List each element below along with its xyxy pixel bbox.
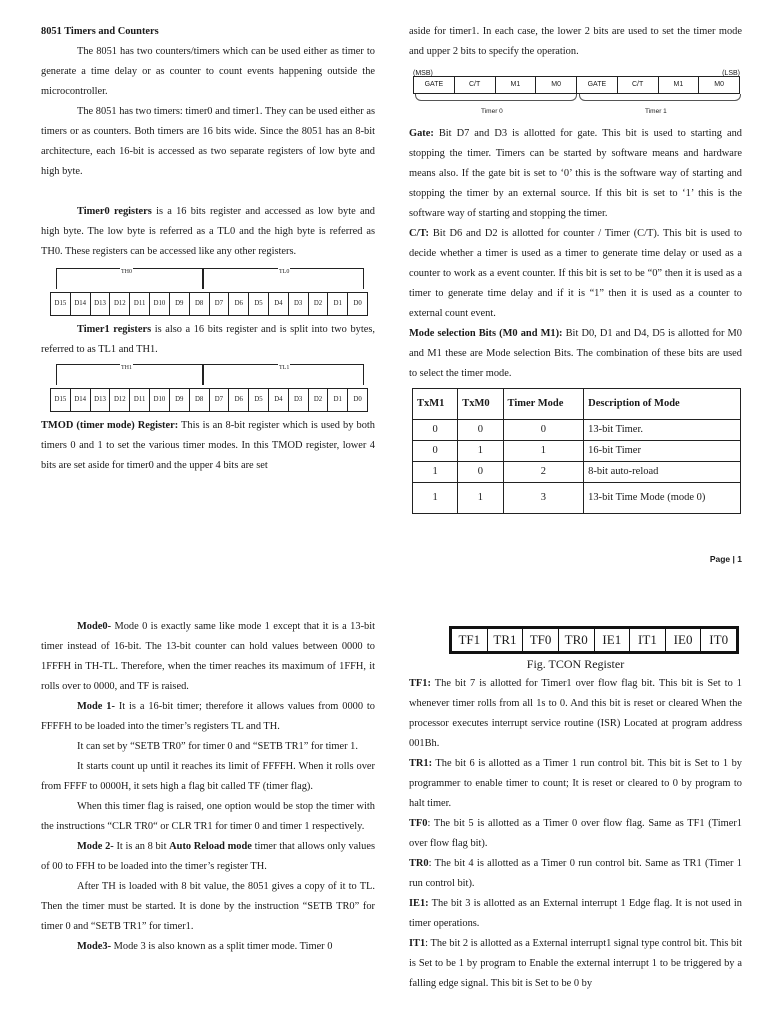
- mode2-paragraph: [41, 837, 375, 877]
- figure-caption: Fig. TCON Register: [526, 657, 625, 671]
- mode0-text: Mode 0 is exactly same like mode 1 except that it is a 13-bit timer instead of 16-bit. The 13-bit counter can hold values between 0000 to 1FFFH in TH-TL. Therefore, when the timer reaches its maximum of 1FFH, it rolls over to 0000, and TF is raised.: [41, 621, 375, 692]
- timer0-text: is a 16 bits register and accessed as low byte and high byte. The low byte is referred as a TL0 and the high byte is referred as TH0. These registers can be accessed like any other registers.: [41, 206, 375, 257]
- bit-cell: D5: [249, 389, 269, 411]
- mode1-paragraph: [41, 697, 375, 737]
- mode0-term: Mode0-: [77, 621, 112, 632]
- timer0-brace: [415, 94, 577, 101]
- timer0-register-diagram: [50, 268, 368, 316]
- tf0-term: TF0: [409, 818, 428, 829]
- tmod-paragraph: [41, 416, 375, 476]
- tmod-bit-cells: [413, 76, 740, 94]
- bit-cell: D10: [150, 389, 170, 411]
- bit-cell: D10: [150, 293, 170, 315]
- ie1-term: IE1:: [409, 898, 429, 909]
- low-byte-label: TL0: [278, 262, 290, 282]
- tmod-text: This is an 8-bit register which is used by both timers 0 and 1 to set the various timer modes. In this TMOD register, lower 4 bits are set aside for timer0 and the upper 4 bits are set: [41, 420, 376, 471]
- column-header: TxM1: [413, 389, 458, 420]
- timer1-paragraph: [41, 320, 375, 360]
- table-row: [413, 420, 741, 441]
- tr1-paragraph: [409, 754, 742, 814]
- bit-cell: D1: [328, 293, 348, 315]
- page1-left-column: [41, 22, 375, 476]
- ie1-text: The bit 3 is allotted as an External interrupt 1 Edge flag. It is not used in timer operations.: [409, 898, 742, 929]
- timer1-term: Timer1 registers: [77, 324, 152, 335]
- bit-cell: D9: [170, 293, 190, 315]
- tr0-term: TR0: [409, 858, 429, 869]
- bit-cell: D6: [229, 389, 249, 411]
- low-byte-label: TL1: [278, 358, 290, 378]
- bit-cell: D9: [170, 389, 190, 411]
- bit-cell: D13: [91, 293, 111, 315]
- intro-paragraph: The 8051 has two counters/timers which can be used either as timer to generate a time delay or as counter to count events happening outside the microcontroller.: [41, 46, 375, 97]
- bit-cell: D7: [210, 293, 230, 315]
- bit-cell: D12: [110, 389, 130, 411]
- table-cell: 13-bit Time Mode (mode 0): [584, 483, 741, 514]
- mode1-term: Mode 1-: [77, 701, 115, 712]
- timer1-brace: [579, 94, 741, 101]
- table-cell: 1: [503, 441, 584, 462]
- bit-cell: D4: [269, 389, 289, 411]
- tmod-continued: aside for timer1. In each case, the lower 2 bits are used to set the timer mode and upper 2 bits to specify the operation.: [409, 26, 742, 57]
- table-cell: 1: [458, 441, 503, 462]
- tcon-bit: IE1: [595, 629, 631, 651]
- table-cell: 2: [503, 462, 584, 483]
- column-header: TxM0: [458, 389, 503, 420]
- after-paragraph: After TH is loaded with 8 bit value, the 8051 gives a copy of it to TL. Then the timer must be started. It is done by the instruction “SETB TR0” for timer 0 and “SETB TR1” for timer1.: [41, 881, 375, 932]
- bit-cell: D2: [309, 293, 329, 315]
- tmod-bit: C/T: [455, 77, 496, 93]
- section-heading: 8051 Timers and Counters: [41, 26, 159, 37]
- timer0-term: Timer0 registers: [77, 206, 152, 217]
- mode2-mid: It is an 8 bit: [113, 841, 170, 852]
- tmod-term: TMOD (timer mode) Register:: [41, 420, 179, 431]
- table-header-row: [413, 389, 741, 420]
- bit-cell: D1: [328, 389, 348, 411]
- tmod-bit: M1: [659, 77, 700, 93]
- timer1-label: Timer 1: [645, 108, 667, 115]
- mode2-bold: Auto Reload mode: [169, 841, 252, 852]
- ct-text: Bit D6 and D2 is allotted for counter / Timer (C/T). This bit is used to decide whether a timer is used as a timer to generate time delay or used as a counter to work as a event counter. If this bit is set to be “0” then it is used as a timer to generate time delay and if it is “1” then it is used as a counter to external count event.: [409, 228, 742, 319]
- tf1-text: The bit 7 is allotted for Timer1 over flow flag bit. This bit is Set to 1 whenever timer rolls from all 1s to 0. And this bit is reset or cleared When the processor executes interrupt service routine (ISR) Located at program address 001Bh.: [409, 678, 742, 749]
- tf1-paragraph: [409, 674, 742, 754]
- tmod-bit: C/T: [618, 77, 659, 93]
- mode3-term: Mode3-: [77, 941, 112, 952]
- bit-cell: D15: [51, 293, 71, 315]
- bit-cell: D3: [289, 293, 309, 315]
- bit-cell: D12: [110, 293, 130, 315]
- tf1-term: TF1:: [409, 678, 431, 689]
- tmod-bit: M0: [536, 77, 577, 93]
- ct-term: C/T:: [409, 228, 430, 239]
- mode1-text: It is a 16-bit timer; therefore it allows values from 0000 to FFFFH to be loaded into the timer’s registers TL and TH.: [41, 701, 375, 732]
- high-byte-label: TH0: [120, 262, 133, 282]
- high-byte-label: TH1: [120, 358, 133, 378]
- table-cell: 1: [458, 483, 503, 514]
- ct-paragraph: [409, 224, 742, 324]
- table-cell: 13-bit Timer.: [584, 420, 741, 441]
- table-cell: 8-bit auto-reload: [584, 462, 741, 483]
- page2-left-column: [41, 617, 375, 957]
- bit-cell: D0: [353, 300, 362, 307]
- bit-cell: D7: [210, 389, 230, 411]
- table-row: [413, 462, 741, 483]
- flag-paragraph: When this timer flag is raised, one option would be stop the timer with the instructions “CLR TR0“ or CLR TR1 for timer 0 and timer 1 respectively.: [41, 801, 375, 832]
- page1-right-column: [409, 22, 742, 514]
- tmod-bit: GATE: [414, 77, 455, 93]
- mode-paragraph: [409, 324, 742, 384]
- tr0-paragraph: [409, 854, 742, 894]
- table-cell: 0: [413, 441, 458, 462]
- bit-cells: [50, 292, 368, 316]
- gate-text: Bit D7 and D3 is allotted for gate. This bit is used to starting and stopping the timer. Timers can be started by software means and hardware means also. If the gate bit is set to ‘0’ this is the software way of starting and stopping the timer by an external source. If this bit is set to ‘1’ this is the software way of starting and stopping the timer.: [409, 128, 742, 219]
- bit-cell: D14: [71, 293, 91, 315]
- tcon-bit: IE0: [666, 629, 702, 651]
- it1-paragraph: [409, 934, 742, 994]
- bit-cell: D11: [130, 389, 150, 411]
- it1-text: : The bit 2 is allotted as a External interrupt1 signal type control bit. This bit is Set to be 1 by program to Enable the external interrupt 1 to be triggered by a falling edge signal. This bit is Set to be 0 by: [409, 938, 742, 989]
- table-cell: 0: [413, 420, 458, 441]
- bit-cell: D2: [309, 389, 329, 411]
- table-cell: 0: [503, 420, 584, 441]
- tcon-bit: TR1: [488, 629, 524, 651]
- bit-cell: D14: [71, 389, 91, 411]
- tcon-bit: IT1: [630, 629, 666, 651]
- bit-cell: D8: [190, 389, 210, 411]
- mode2-text: timer that allows only values of 00 to FFH to be loaded into the timer’s register TH.: [41, 841, 375, 872]
- table-cell: 0: [458, 420, 503, 441]
- mode3-text: Mode 3 is also known as a split timer mode. Timer 0: [111, 941, 333, 952]
- page2-right-column: [409, 620, 742, 994]
- bit-cell: D0: [353, 396, 362, 403]
- timer1-register-diagram: [50, 364, 368, 412]
- timers-paragraph: The 8051 has two timers: timer0 and timer1. They can be used either as timers or as counters. Both timers are 16 bits wide. Since the 8051 has an 8-bit architecture, each 16-bit is accessed as two separate registers of low byte and high byte.: [41, 106, 375, 177]
- bit-cell: D6: [229, 293, 249, 315]
- page-number: Page | 1: [709, 554, 742, 564]
- count-paragraph: It starts count up until it reaches its limit of FFFFH. When it rolls over from FFFF to 0000H, it sets high a flag bit called TF (timer flag).: [41, 761, 375, 792]
- table-cell: 16-bit Timer: [584, 441, 741, 462]
- tcon-register-diagram: [449, 626, 739, 654]
- tr1-term: TR1:: [409, 758, 433, 769]
- tr1-text: The bit 6 is allotted as a Timer 1 run control bit. This bit is Set to 1 by programmer to enable timer to count; It is reset or cleared to 0 by program to halt timer.: [409, 758, 742, 809]
- tcon-bit: IT0: [709, 632, 729, 647]
- table-cell: 3: [503, 483, 584, 514]
- table-row: [413, 483, 741, 514]
- tf0-text: : The bit 5 is allotted as a Timer 0 over flow flag. Same as TF1 (Timer1 over flow flag bit).: [409, 818, 742, 849]
- column-header: Description of Mode: [584, 389, 741, 420]
- tmod-bit: M0: [714, 81, 724, 88]
- gate-term: Gate:: [409, 128, 434, 139]
- tf0-paragraph: [409, 814, 742, 854]
- timer0-label: Timer 0: [481, 108, 503, 115]
- bit-cell: D15: [51, 389, 71, 411]
- lsb-label: (LSB): [722, 70, 740, 77]
- tcon-bit: TF1: [452, 629, 488, 651]
- gate-paragraph: [409, 124, 742, 224]
- ie1-paragraph: [409, 894, 742, 934]
- mode-term: Mode selection Bits (M0 and M1):: [409, 328, 563, 339]
- table-cell: 1: [413, 462, 458, 483]
- mode-text: Bit D0, D1 and D4, D5 is allotted for M0 and M1 these are Mode selection Bits. The combination of these bits are used to select the timer mode.: [409, 328, 742, 379]
- bit-cell: D11: [130, 293, 150, 315]
- mode3-paragraph: [41, 937, 375, 957]
- tmod-bit: M1: [496, 77, 537, 93]
- bit-cell: D3: [289, 389, 309, 411]
- table-row: [413, 441, 741, 462]
- timer1-text: is also a 16 bits register and is split into two bytes, referred to as TL1 and TH1.: [41, 324, 375, 355]
- column-header: Timer Mode: [503, 389, 584, 420]
- setb-paragraph: It can set by “SETB TR0” for timer 0 and “SETB TR1” for timer 1.: [77, 741, 358, 752]
- spacer: [41, 182, 375, 202]
- bit-cells: [50, 388, 368, 412]
- tcon-bit: TF0: [523, 629, 559, 651]
- timer-mode-table: [412, 388, 741, 514]
- bit-cell: D4: [269, 293, 289, 315]
- tcon-bit: TR0: [559, 629, 595, 651]
- mode2-term: Mode 2-: [77, 841, 114, 852]
- mode0-paragraph: [41, 617, 375, 697]
- table-cell: 1: [413, 483, 458, 514]
- it1-term: IT1: [409, 938, 426, 949]
- bit-cell: D8: [190, 293, 210, 315]
- msb-label: (MSB): [413, 70, 433, 77]
- bit-cell: D13: [91, 389, 111, 411]
- tmod-register-diagram: [409, 64, 742, 122]
- tmod-bit: GATE: [577, 77, 618, 93]
- table-cell: 0: [458, 462, 503, 483]
- timer0-paragraph: [41, 202, 375, 262]
- bit-cell: D5: [249, 293, 269, 315]
- tr0-text: : The bit 4 is allotted as a Timer 0 run control bit. Same as TR1 (Timer 1 run control bit).: [409, 858, 742, 889]
